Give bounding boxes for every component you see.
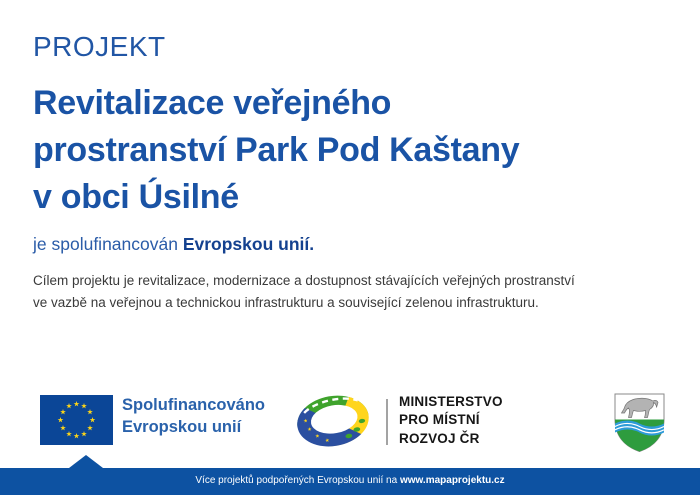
ministry-name-line-3: ROZVOJ ČR	[399, 430, 480, 446]
ministry-name	[399, 393, 503, 448]
eu-cofunded-label-line-1: Spolufinancováno	[122, 396, 266, 414]
footer-text-regular: Více projektů podpořených Evropskou unií na	[195, 475, 400, 486]
subtitle-regular-text: je spolufinancován	[33, 234, 183, 254]
footer-pointer-triangle	[69, 455, 103, 468]
eu-flag-icon	[40, 395, 113, 445]
eu-cofunded-label	[122, 395, 265, 438]
logo-divider	[386, 399, 388, 445]
description-line-1: Cílem projektu je revitalizace, modernizace a dostupnost stávajících veřejných prostranství	[33, 273, 575, 288]
footer-bar	[0, 468, 700, 495]
description-line-2: ve vazbě na veřejnou a technickou infrastrukturu a související zelenou infrastrukturu.	[33, 295, 539, 310]
project-title-line-3: v obci Úsilné	[33, 178, 239, 216]
eu-cofunded-label-line-2: Evropskou unií	[122, 417, 242, 436]
footer-link-text: www.mapaprojektu.cz	[399, 475, 505, 486]
ministry-logo-icon	[295, 393, 371, 449]
subtitle-bold-text: Evropskou unií.	[182, 234, 315, 254]
ministry-name-line-2: PRO MÍSTNÍ	[399, 412, 480, 428]
municipal-coat-of-arms-icon	[612, 391, 667, 454]
project-description	[33, 270, 575, 314]
project-title-line-2: prostranství Park Pod Kaštany	[33, 131, 520, 169]
project-title	[33, 80, 519, 221]
cofinancing-subtitle	[33, 232, 314, 256]
eyebrow-label: PROJEKT	[33, 31, 166, 62]
ministry-name-line-1: MINISTERSTVO	[399, 394, 503, 409]
project-title-line-1: Revitalizace veřejného	[33, 84, 392, 122]
